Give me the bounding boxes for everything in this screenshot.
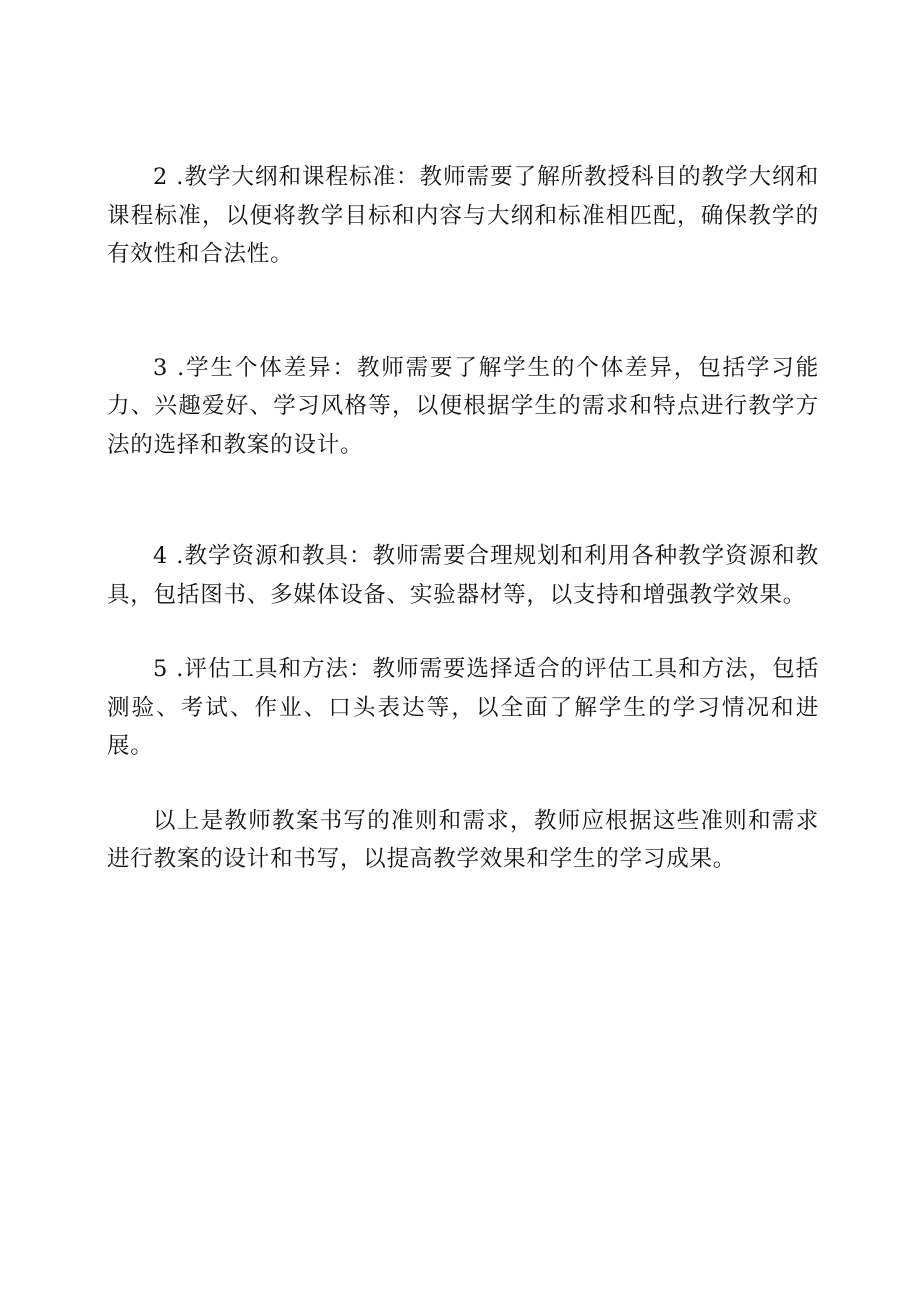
paragraph-item-2: 2 .教学大纲和课程标准：教师需要了解所教授科目的教学大纲和课程标准，以便将教学目标和内容与大纲和标准相匹配，确保教学的有效性和合法性。 <box>107 164 819 267</box>
closing-paragraph: 以上是教师教案书写的准则和需求，教师应根据这些准则和需求进行教案的设计和书写，以提高教学效果和学生的学习成果。 <box>107 807 819 872</box>
paragraph-item-4: 4 .教学资源和教具：教师需要合理规划和利用各种教学资源和教具，包括图书、多媒体设备、实验器材等，以支持和增强教学效果。 <box>107 543 819 608</box>
paragraph-item-5: 5 .评估工具和方法：教师需要选择适合的评估工具和方法，包括测验、考试、作业、口头表达等，以全面了解学生的学习情况和进展。 <box>107 656 819 759</box>
paragraph-item-3: 3 .学生个体差异：教师需要了解学生的个体差异，包括学习能力、兴趣爱好、学习风格等，以便根据学生的需求和特点进行教学方法的选择和教案的设计。 <box>107 354 819 458</box>
